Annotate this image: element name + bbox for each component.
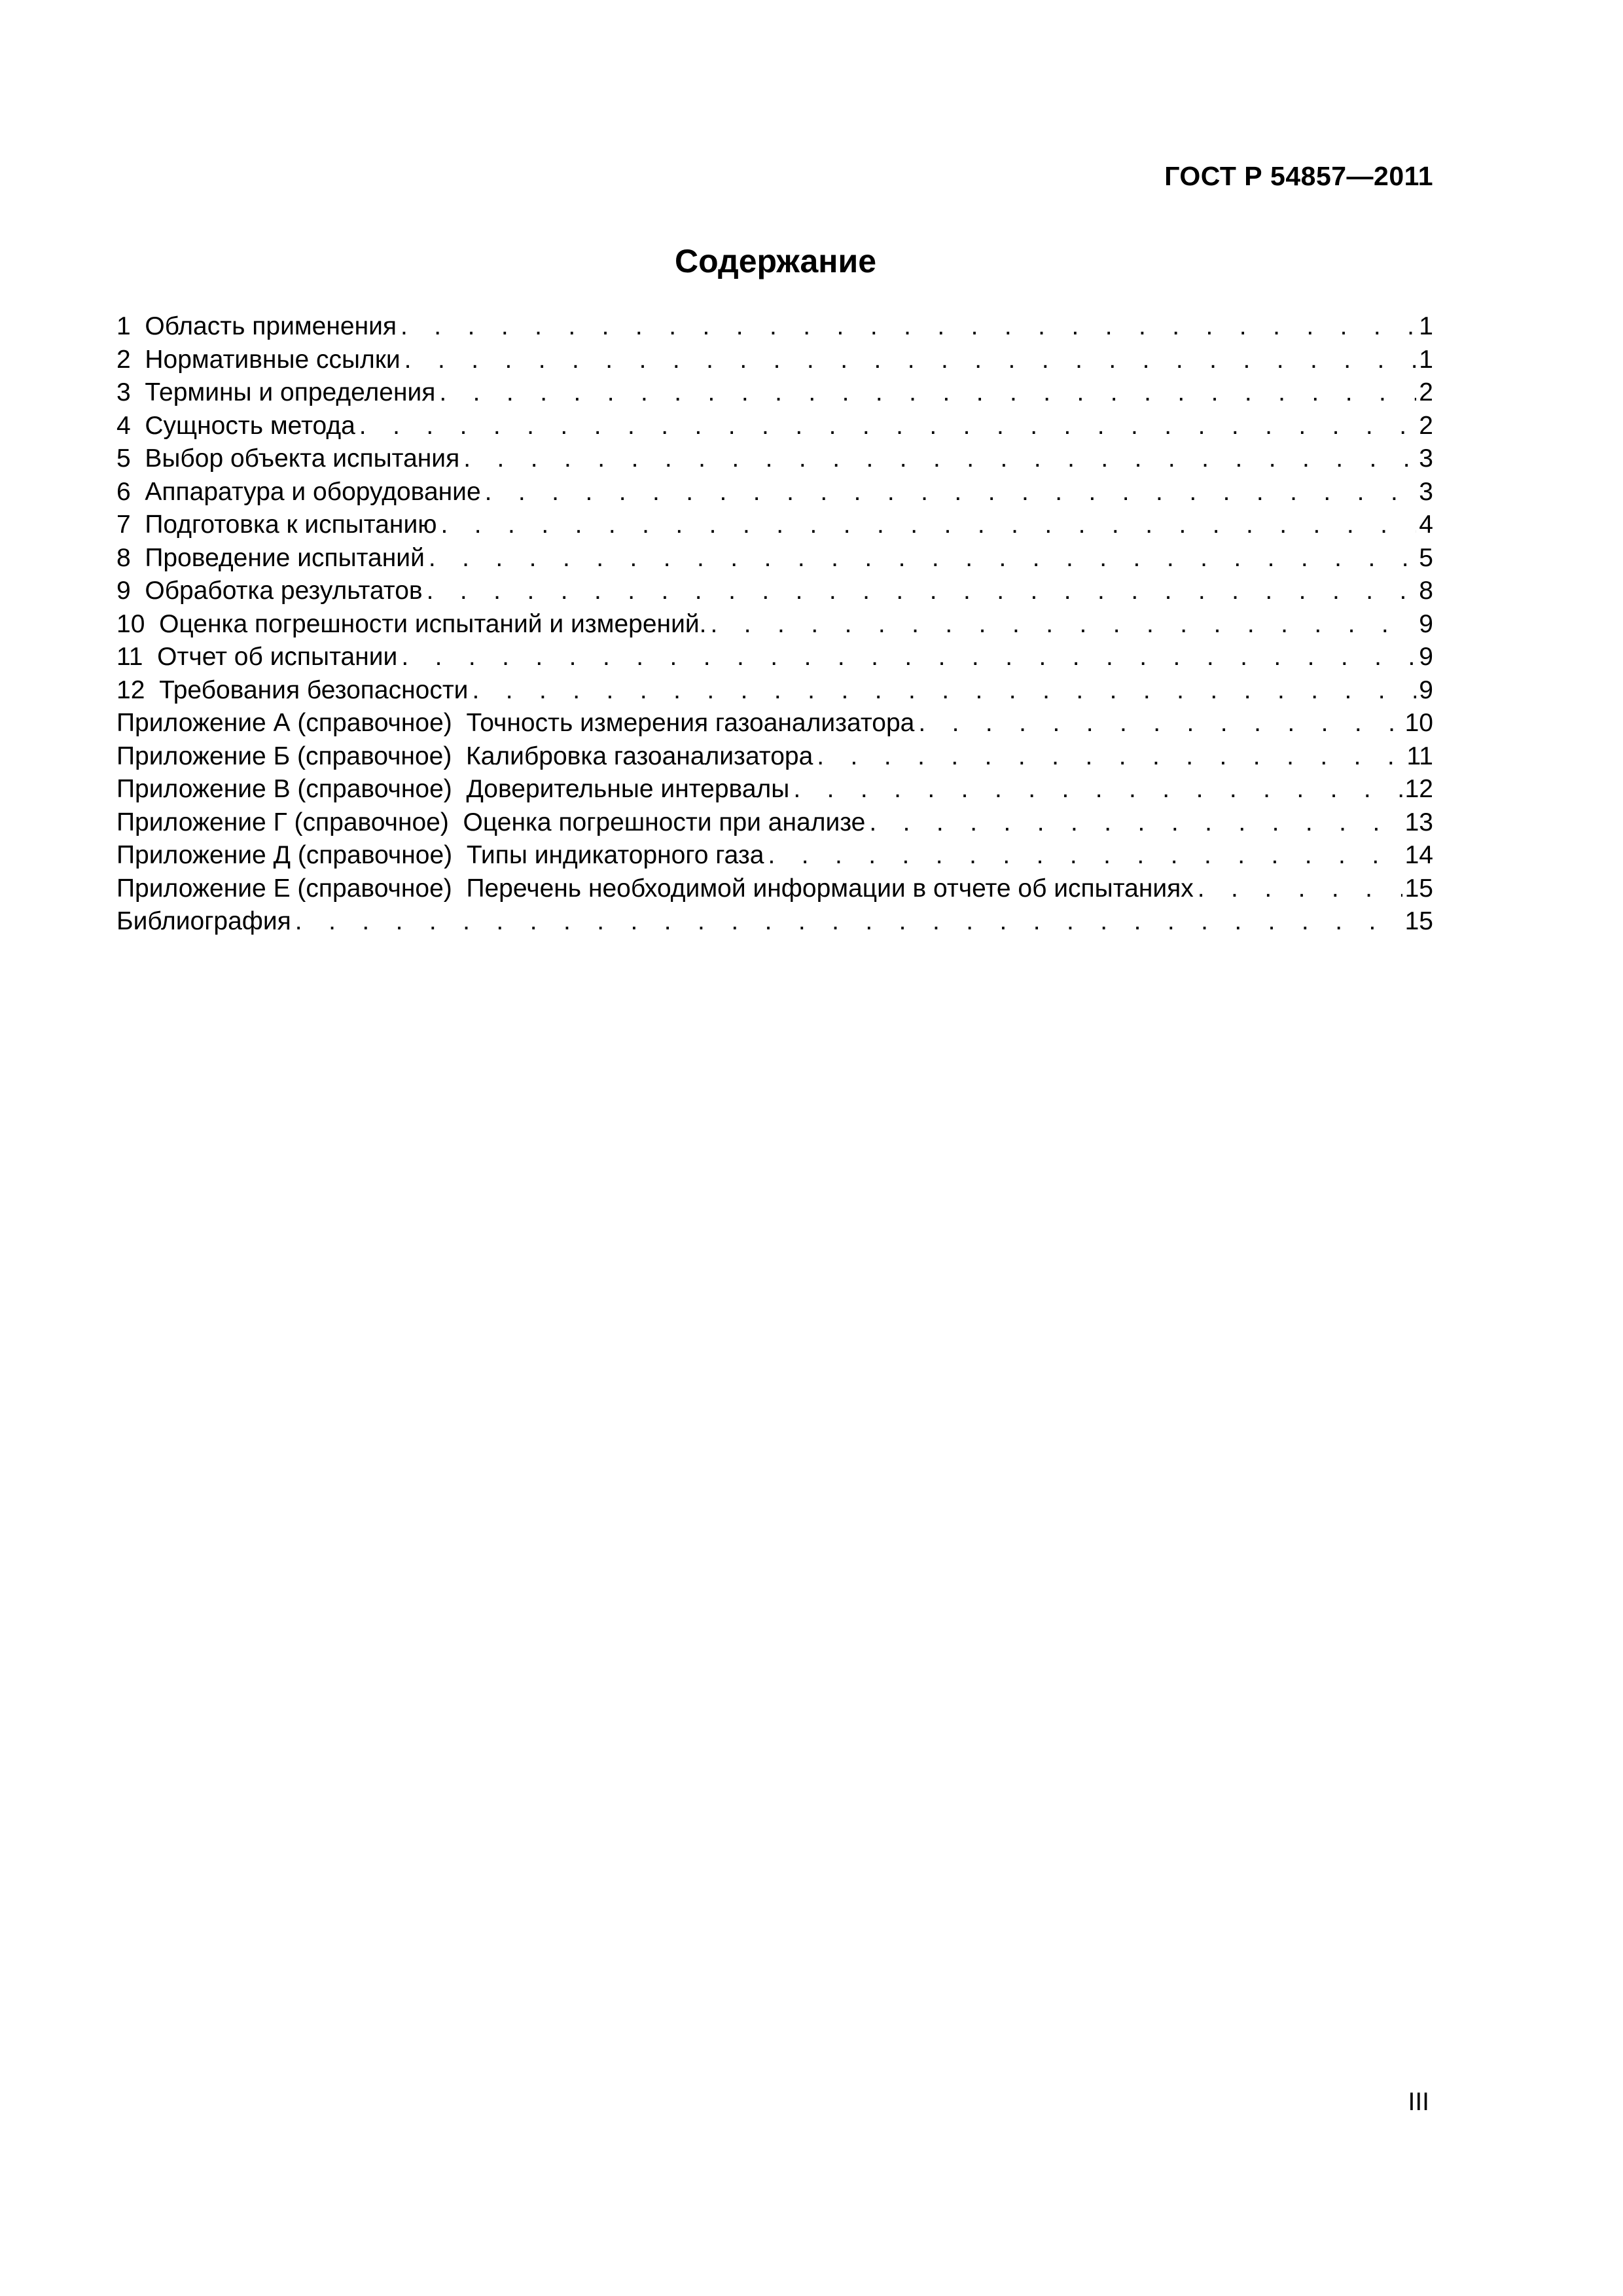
toc-entry-label [116,742,813,771]
toc-entry-page: 14 [1404,841,1433,869]
toc-entry-page: 2 [1419,411,1433,440]
toc-entry[interactable] [116,577,1433,610]
toc-entry-page: 3 [1419,477,1433,506]
toc-entry-title: Проведение испытаний [145,543,425,572]
toc-entry-label [116,907,291,936]
toc-entry-page: 15 [1404,907,1433,935]
dot-leader [918,710,1402,736]
dot-leader [869,810,1402,835]
toc-entry-title: Типы индикаторного газа [466,841,764,869]
toc-entry-number: 6 [116,477,131,506]
toc-entry-title: Доверительные интервалы [466,775,790,803]
toc-entry-page: 5 [1419,543,1433,572]
toc-entry-label [116,544,425,573]
toc-entry-page: 1 [1419,312,1433,340]
dot-leader [817,744,1404,769]
toc-entry-title: Калибровка газоанализатора [466,742,813,770]
dot-leader [295,908,1402,934]
toc-entry-page: 13 [1404,808,1433,836]
toc-entry-number: 11 [116,643,143,671]
toc-entry-title: Перечень необходимой информации в отчете об испытаниях [466,874,1194,903]
toc-entry-label [116,775,789,804]
toc-entry[interactable] [116,478,1433,511]
toc-entry-title: Нормативные ссылки [145,345,401,374]
dot-leader [401,644,1416,670]
toc-entry-number: Приложение Е (справочное) [116,874,452,903]
toc-entry-number: Приложение Г (справочное) [116,808,449,836]
dot-leader [429,545,1416,571]
toc-entry-page: 10 [1404,709,1433,737]
toc-entry-number: 8 [116,543,131,572]
toc-entry-title: Точность измерения газоанализатора [466,709,915,737]
toc-entry-title: Обработка результатов [145,577,423,605]
toc-entry[interactable] [116,511,1433,544]
toc-entry-label [116,643,397,672]
toc-entry[interactable] [116,808,1433,842]
toc-entry-page: 3 [1419,444,1433,473]
toc-entry-page: 9 [1419,609,1433,638]
toc-entry[interactable] [116,742,1433,776]
toc-entry-label [116,346,401,374]
dot-leader [485,479,1417,505]
dot-leader [1198,876,1402,901]
toc-entry-title: Область применения [145,312,397,340]
toc-entry[interactable] [116,643,1433,676]
table-of-contents [116,312,1433,941]
toc-entry-number: 4 [116,411,131,440]
toc-entry-page: 12 [1404,775,1433,803]
toc-entry-label [116,610,707,639]
toc-entry-label [116,444,459,473]
toc-entry-title: Оценка погрешности испытаний и измерений. [159,609,707,638]
dot-leader [404,347,1417,372]
toc-entry-title: Аппаратура и оборудование [145,477,481,506]
toc-entry[interactable] [116,775,1433,808]
toc-entry-page: 15 [1404,874,1433,903]
toc-entry-number: 12 [116,675,145,704]
toc-entry-title: Выбор объекта испытания [145,444,460,473]
toc-entry-label [116,709,914,738]
toc-entry-number: 2 [116,345,131,374]
toc-entry-title: Отчет об испытании [157,643,398,671]
page-number: III [1408,2088,1429,2116]
toc-entry-title: Требования безопасности [159,675,469,704]
toc-entry-title: Оценка погрешности при анализе [463,808,866,836]
toc-entry[interactable] [116,444,1433,478]
dot-leader [768,842,1402,868]
toc-entry[interactable] [116,874,1433,908]
toc-entry-title: Библиография [116,907,291,935]
toc-entry[interactable] [116,312,1433,346]
toc-entry-page: 11 [1406,742,1433,770]
toc-entry-number: Приложение Д (справочное) [116,841,453,869]
toc-entry[interactable] [116,378,1433,412]
toc-entry[interactable] [116,412,1433,445]
toc-entry[interactable] [116,676,1433,709]
dot-leader [427,578,1417,603]
toc-entry[interactable] [116,544,1433,577]
toc-entry-page: 9 [1419,643,1433,671]
toc-entry-page: 9 [1419,675,1433,704]
toc-entry[interactable] [116,709,1433,742]
toc-entry-number: 3 [116,378,131,406]
toc-entry-title: Подготовка к испытанию [145,511,437,539]
toc-entry-label [116,312,397,341]
dot-leader [463,446,1416,471]
toc-entry-label [116,874,1194,903]
toc-entry-title: Сущность метода [145,411,355,440]
dot-leader [401,314,1416,339]
dot-leader [472,677,1416,703]
toc-entry-number: 1 [116,312,131,340]
toc-entry-label [116,378,435,407]
document-code: ГОСТ Р 54857—2011 [1164,161,1433,191]
dot-leader [359,413,1417,439]
toc-entry-number: 7 [116,511,131,539]
toc-entry-page: 8 [1419,577,1433,605]
toc-entry-label [116,511,437,539]
toc-entry[interactable] [116,907,1433,941]
toc-entry-label [116,841,764,870]
toc-entry-label [116,676,468,705]
toc-entry-label [116,412,355,440]
toc-entry-label [116,808,865,837]
dot-leader [711,611,1417,637]
toc-entry[interactable] [116,610,1433,643]
toc-entry-number: Приложение В (справочное) [116,775,452,803]
toc-entry-label [116,478,481,507]
toc-entry-page: 2 [1419,378,1433,406]
dot-leader [439,380,1416,405]
toc-entry-label [116,577,423,605]
toc-entry[interactable] [116,346,1433,379]
toc-entry-page: 1 [1419,345,1433,374]
toc-entry-page: 4 [1419,511,1433,539]
dot-leader [793,776,1402,802]
dot-leader [441,512,1417,537]
toc-entry[interactable] [116,841,1433,874]
toc-title: Содержание [674,243,877,279]
toc-entry-number: Приложение А (справочное) [116,709,452,737]
toc-entry-title: Термины и определения [145,378,436,406]
toc-entry-number: Приложение Б (справочное) [116,742,452,770]
toc-entry-number: 10 [116,609,145,638]
toc-entry-number: 9 [116,577,131,605]
toc-entry-number: 5 [116,444,131,473]
